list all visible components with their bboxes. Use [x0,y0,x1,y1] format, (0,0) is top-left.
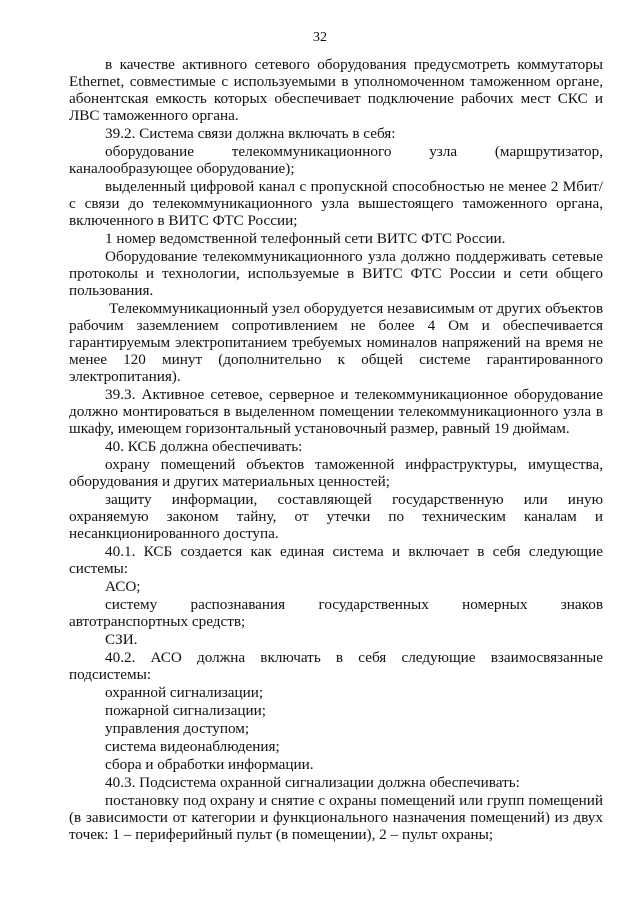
list-item-phone-number: 1 номер ведомственной телефонный сети ВИТС ФТС России. [105,230,506,247]
document-body [69,56,603,844]
paragraph-40-1-heading: 40.1. КСБ создается как единая система и включает в себя следующие системы: [69,543,603,577]
list-item-protection-premises: охрану помещений объектов таможенной инфраструктуры, имущества, оборудования и других материальных ценностей; [69,456,603,490]
list-item-digital-channel: выделенный цифровой канал с пропускной способностью не менее 2 Мбит/с связи до телекоммуникационного узла вышестоящего таможенного органа, включенного в ВИТС ФТС России; [69,178,603,229]
list-item-telecom-equipment: оборудование телекоммуникационного узла (маршрутизатор, каналообразующее оборудование); [69,143,603,177]
list-item-information-protection: защиту информации, составляющей государственную или иную охраняемую законом тайну, от утечки по техническим каналам и несанкционированного доступа. [69,491,603,542]
paragraph-39-3-rack: 39.3. Активное сетевое, серверное и телекоммуникационное оборудование должно монтироваться в выделенном помещении телекоммуникационного узла в шкафу, имеющем горизонтальный установочный размер, равный 19 дюймам. [69,386,603,437]
page-number: 32 [313,30,327,45]
list-item-security-alarm: охранной сигнализации; [105,684,264,701]
paragraph-40-heading: 40. КСБ должна обеспечивать: [105,438,303,455]
paragraph-40-2-heading: 40.2. АСО должна включать в себя следующие взаимосвязанные подсистемы: [69,649,603,683]
list-item-fire-alarm: пожарной сигнализации; [105,702,266,719]
list-item-plate-recognition: систему распознавания государственных номерных знаков автотранспортных средств; [69,596,603,630]
paragraph-40-3-heading: 40.3. Подсистема охранной сигнализации должна обеспечивать: [105,774,520,791]
list-item-access-control: управления доступом; [105,720,250,737]
paragraph-grounding-power: Телекоммуникационный узел оборудуется независимым от других объектов рабочим заземлением сопротивлением не более 4 Ом и обеспечивается гарантируемым электропитанием требуемых номиналов напряжений на время не менее 120 минут (дополнительно к общей системе гарантированного электропитания). [69,300,603,385]
list-item-aso: АСО; [105,578,141,595]
list-item-info-processing: сбора и обработки информации. [105,756,314,773]
paragraph-protocols: Оборудование телекоммуникационного узла должно поддерживать сетевые протоколы и технологии, используемые в ВИТС ФТС России и сети общего пользования. [69,248,603,299]
list-item-szi: СЗИ. [105,631,138,648]
list-item-arming-disarming: постановку под охрану и снятие с охраны помещений или групп помещений (в зависимости от категории и функционального назначения помещений) из двух точек: 1 – периферийный пульт (в помещении), 2 – пульт охраны; [69,792,603,843]
paragraph-network-equipment: в качестве активного сетевого оборудования предусмотреть коммутаторы Ethernet, совместимые с используемыми в уполномоченном таможенном органе, абонентская емкость которых обеспечивает подключение рабочих мест СКС и ЛВС таможенного органа. [69,56,603,124]
paragraph-39-2-heading: 39.2. Система связи должна включать в себя: [105,125,396,142]
list-item-video-surveillance: система видеонаблюдения; [105,738,280,755]
